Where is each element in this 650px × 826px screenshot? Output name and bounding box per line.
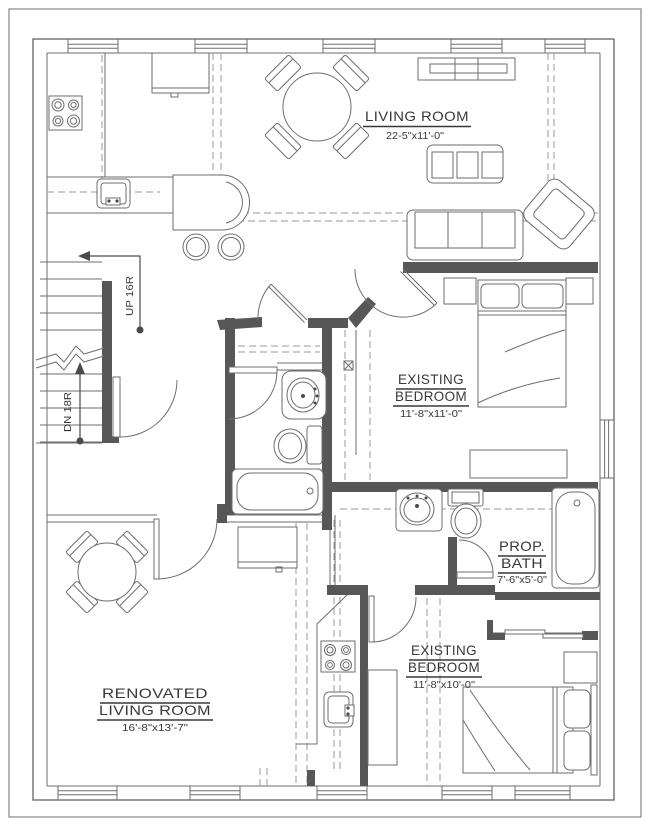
bed [478,280,566,407]
living-room-furniture [407,58,598,260]
window-glyph [515,786,570,800]
nightstand [564,652,597,683]
dresser [470,450,567,478]
livingroom-bedroom-wall [403,262,598,273]
existing-bedroom2-label [406,642,482,691]
closet-sliding-doors [505,630,583,638]
prop-bath-door [457,540,493,578]
kitchen-lower [321,641,355,727]
window-glyph [442,786,492,800]
stair-treads-upper [40,262,102,330]
nightstand [444,278,476,304]
tv-console [418,58,515,80]
room-name: BEDROOM [408,659,480,675]
bathtub [552,488,599,588]
dining-table-upper [265,55,370,160]
room-name: EXISTING [411,642,477,658]
stair-wall [102,281,112,441]
stair-up-label: UP 16R [124,279,136,316]
room-name: BEDROOM [395,388,467,404]
bedroom1-furniture [444,278,593,478]
stove [321,641,355,672]
window-glyph [545,39,585,53]
bathroom-door [229,367,277,419]
room-dims: 7'-6"x5'-0" [497,574,548,586]
dining-table [78,543,136,601]
bottom-wall-windows [58,786,570,800]
toilet [448,489,483,538]
room-name: BATH [501,555,543,571]
column-marker [344,361,353,370]
room-name: LIVING ROOM [99,702,211,718]
armchair [520,175,598,252]
window-glyph [195,39,247,53]
living-room-label [363,108,471,142]
room-dims: 16'-8"x13'-7" [122,722,189,734]
window-glyph [317,786,367,800]
renovated-living-room-label [97,685,213,734]
wardrobe [368,670,397,765]
nightstand [566,278,593,304]
window-glyph [323,39,375,53]
room-name: PROP. [499,538,545,554]
kitchen-sink [324,692,354,727]
window-glyph [58,786,117,800]
room-dims: 11'-8"x11'-0" [400,408,463,420]
sofa [407,210,523,260]
closet-door [258,284,307,323]
bed [463,685,597,775]
stove [49,96,82,130]
bedroom2-door [369,596,416,642]
renovated-room-door [154,519,217,579]
stair-down-label: DN 18R [62,394,74,432]
top-wall-windows [68,39,585,53]
headboard [591,685,597,775]
bathtub [232,469,323,514]
window-glyph [68,39,118,53]
bedroom2-left-wall [360,595,368,786]
prop-bath-fixtures [396,488,599,588]
vanity-sink [396,489,442,531]
vanity-sink [282,371,326,419]
right-wall-window [600,420,614,478]
stair-break-line [36,346,104,370]
prop-bath-label [497,538,547,586]
room-name: LIVING ROOM [365,108,469,124]
renovated-room-furniture [66,527,297,613]
pillow [522,284,563,308]
window-glyph [190,786,240,800]
refrigerator [238,527,297,572]
pillow [564,731,590,770]
pillow [481,284,519,308]
stair-hall-door [113,377,177,437]
dining-table [283,73,351,141]
toilet [274,426,322,464]
pillow [564,690,590,728]
kitchen-sink [97,179,130,208]
room-name: EXISTING [398,371,464,387]
kitchen-upper [49,53,250,260]
window-glyph [451,39,502,53]
room-dims: 11'-8"x10'-0" [413,679,476,691]
refrigerator [152,53,209,97]
stairs [36,251,144,445]
bathroom-middle [232,371,326,514]
room-name: RENOVATED [102,685,208,701]
shelf-unit [427,145,503,183]
bedroom2-furniture [368,630,597,775]
existing-bedroom1-label [393,371,469,420]
peninsula-counter [173,175,250,260]
room-dims: 22-5"x11'-0" [386,130,445,142]
